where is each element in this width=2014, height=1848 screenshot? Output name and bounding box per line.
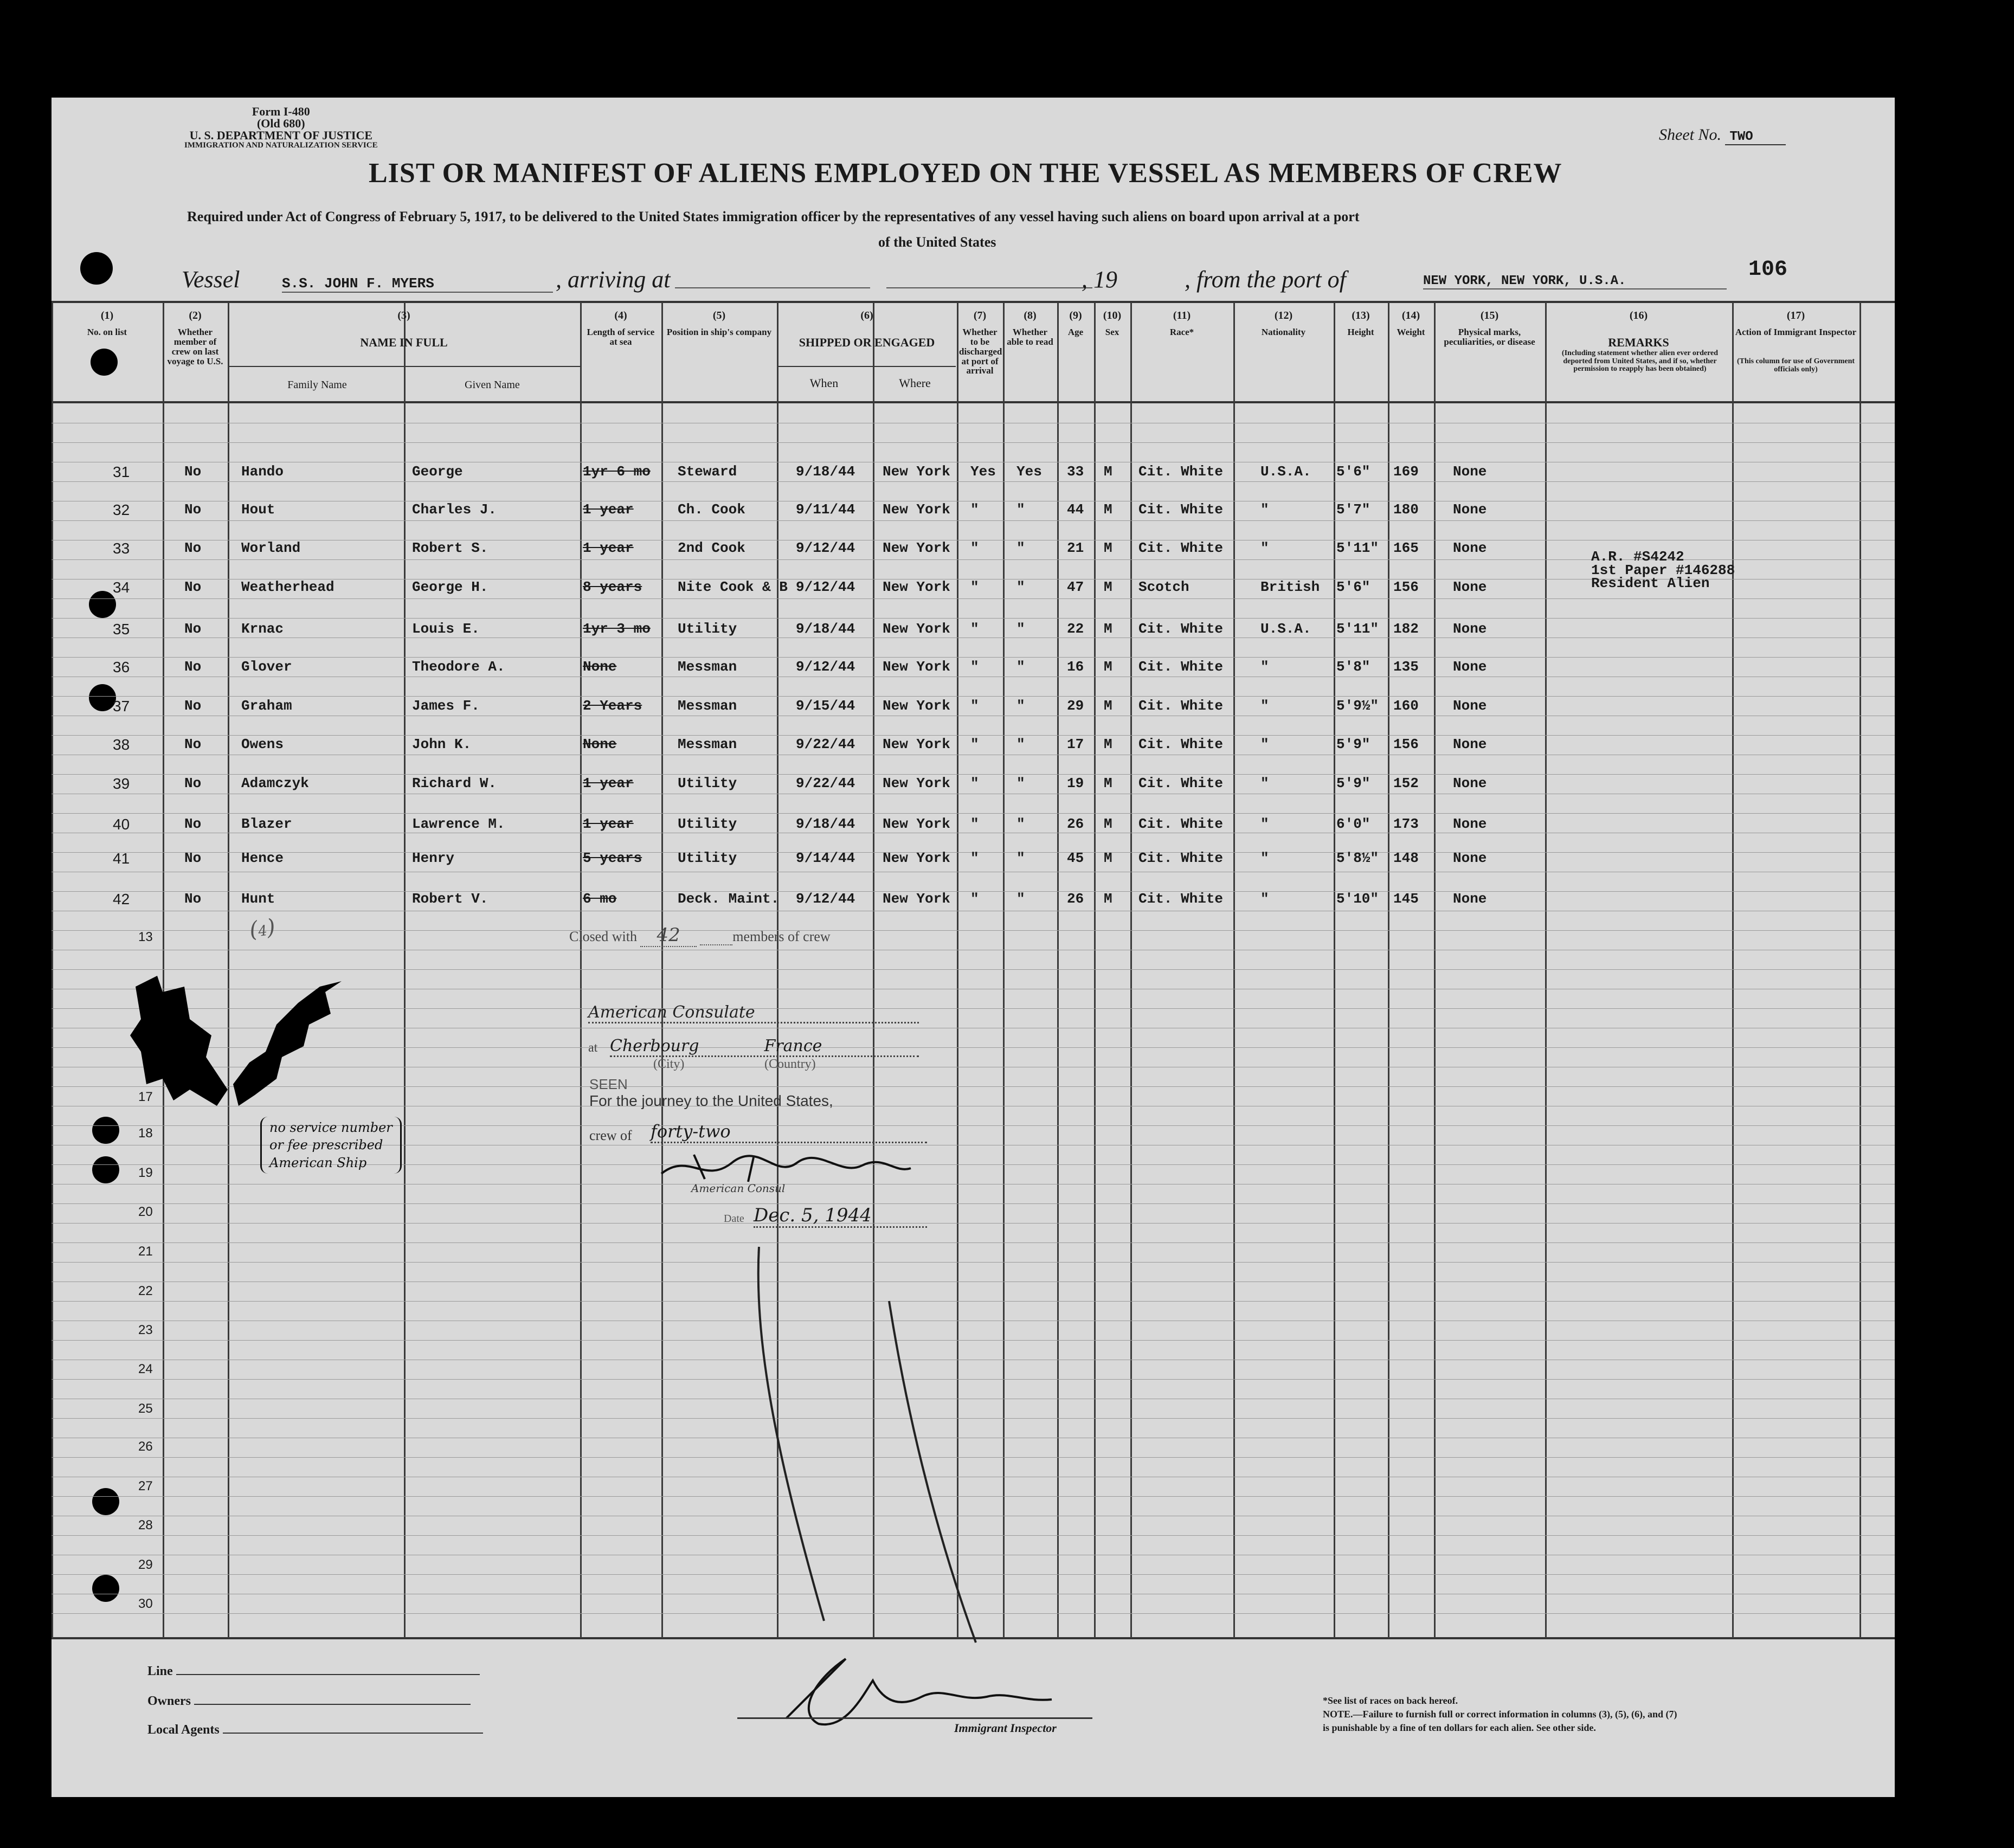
- cell-service: 1 year: [583, 816, 634, 832]
- cell-position: Messman: [678, 698, 737, 714]
- column-header: Age: [1067, 327, 1084, 337]
- cell-discharged: ": [970, 850, 979, 866]
- column-header: Weight: [1397, 327, 1425, 337]
- footnote: *See list of races on back hereof. NOTE.—Failure to furnish full or correct information in columns (3), (5), (6), and (7) is punishable by a fine of ten dollars for each alien. See other side.: [1323, 1695, 1677, 1734]
- cell-age: 44: [1067, 501, 1084, 518]
- vessel-name: S.S. JOHN F. MYERS: [282, 275, 553, 293]
- cell-prev: No: [184, 621, 202, 637]
- cell-family: Hence: [241, 850, 284, 866]
- arrival-date-blank: [886, 287, 1092, 288]
- cell-when: 9/12/44: [796, 891, 855, 907]
- column-header: Whether member of crew on last voyage to U.S.: [167, 327, 223, 366]
- given-name-header: Given Name: [465, 379, 520, 391]
- cell-family: Graham: [241, 698, 292, 714]
- cell-race: Cit. White: [1138, 501, 1224, 518]
- cell-discharged: ": [970, 540, 979, 556]
- cell-prev: No: [184, 501, 202, 518]
- line-number: 20: [138, 1205, 153, 1219]
- cell-position: Utility: [678, 775, 737, 791]
- cell-when: 9/22/44: [796, 775, 855, 791]
- column-number: (2): [189, 310, 202, 321]
- side-note: no service number or fee prescribed American Ship: [260, 1117, 402, 1174]
- cell-discharged: ": [970, 775, 979, 791]
- column-header: NAME IN FULL: [360, 336, 448, 349]
- cell-marks: None: [1453, 850, 1487, 866]
- cell-race: Cit. White: [1138, 816, 1224, 832]
- cell-race: Cit. White: [1138, 463, 1224, 480]
- line-number: 23: [138, 1323, 153, 1337]
- remarks-row-34: A.R. #S4242 1st Paper #146288 Resident Alien: [1591, 549, 1735, 592]
- cell-given: Lawrence M.: [412, 816, 505, 832]
- cell-when: 9/11/44: [796, 501, 855, 518]
- line-number: 27: [138, 1479, 153, 1493]
- cell-race: Cit. White: [1138, 698, 1224, 714]
- cell-service: 5 years: [583, 850, 642, 866]
- line-number: 18: [138, 1126, 153, 1141]
- cell-race: Cit. White: [1138, 775, 1224, 791]
- cell-read: ": [1016, 501, 1025, 518]
- cell-family: Adamczyk: [241, 775, 309, 791]
- column-header: Physical marks, peculiarities, or disease: [1444, 327, 1535, 347]
- cell-prev: No: [184, 540, 202, 556]
- cell-when: 9/12/44: [796, 579, 855, 595]
- cell-position: Nite Cook & B: [678, 579, 788, 595]
- cell-position: Utility: [678, 816, 737, 832]
- cell-sex: M: [1104, 736, 1112, 752]
- cell-marks: None: [1453, 816, 1487, 832]
- agents-label: Local Agents: [147, 1723, 483, 1737]
- cell-given: George H.: [412, 579, 488, 595]
- cell-given: Charles J.: [412, 501, 497, 518]
- family-name-header: Family Name: [287, 379, 347, 391]
- cell-weight: 182: [1393, 621, 1419, 637]
- cell-discharged: ": [970, 621, 979, 637]
- cell-age: 22: [1067, 621, 1084, 637]
- column-header: Sex: [1105, 327, 1119, 337]
- line-number: 21: [138, 1244, 153, 1259]
- cell-sex: M: [1104, 891, 1112, 907]
- column-header: Nationality: [1261, 327, 1306, 337]
- column-header: Race*: [1169, 327, 1194, 337]
- cell-no: 37: [113, 698, 130, 714]
- cell-discharged: ": [970, 816, 979, 832]
- inspector-note: (This column for use of Government officials only): [1736, 357, 1855, 374]
- cell-height: 5'6": [1336, 463, 1370, 480]
- cell-position: Utility: [678, 621, 737, 637]
- column-header: Action of Immigrant Inspector: [1735, 327, 1857, 337]
- cell-prev: No: [184, 816, 202, 832]
- cell-position: Messman: [678, 659, 737, 675]
- inspector-label: Immigrant Inspector: [954, 1721, 1057, 1735]
- cell-marks: None: [1453, 621, 1487, 637]
- cell-given: Richard W.: [412, 775, 497, 791]
- cell-service: 1 year: [583, 501, 634, 518]
- column-header: SHIPPED OR ENGAGED: [799, 336, 935, 349]
- owners-label: Owners: [147, 1694, 471, 1709]
- cell-no: 31: [113, 463, 130, 480]
- cell-height: 5'8½": [1336, 850, 1379, 866]
- cell-given: Theodore A.: [412, 659, 505, 675]
- cell-height: 6'0": [1336, 816, 1370, 832]
- column-header: No. on list: [87, 327, 127, 337]
- cell-height: 5'9": [1336, 736, 1370, 752]
- column-header: Position in ship's company: [666, 327, 772, 337]
- arriving-label: , arriving at: [556, 266, 671, 293]
- cell-read: ": [1016, 659, 1025, 675]
- cell-where: New York: [883, 775, 950, 791]
- line-number: 26: [138, 1439, 153, 1454]
- column-number: (4): [614, 310, 627, 321]
- cell-nationality: British: [1260, 579, 1320, 595]
- consulate-location: Cherbourg France: [610, 1036, 919, 1057]
- cell-read: ": [1016, 850, 1025, 866]
- cell-where: New York: [883, 736, 950, 752]
- column-header: REMARKS: [1608, 336, 1669, 349]
- column-number: (5): [712, 310, 726, 321]
- cell-family: Glover: [241, 659, 292, 675]
- cell-race: Cit. White: [1138, 659, 1224, 675]
- cell-height: 5'7": [1336, 501, 1370, 518]
- at-label: at: [588, 1041, 598, 1055]
- from-label: , from the port of: [1185, 266, 1346, 293]
- column-number: (3): [397, 310, 410, 321]
- cell-discharged: ": [970, 501, 979, 518]
- cell-read: ": [1016, 579, 1025, 595]
- seal-imprint-icon: [125, 970, 352, 1122]
- cell-no: 36: [113, 659, 130, 675]
- cell-position: Utility: [678, 850, 737, 866]
- cell-marks: None: [1453, 698, 1487, 714]
- cell-sex: M: [1104, 850, 1112, 866]
- cell-height: 5'11": [1336, 621, 1379, 637]
- cell-marks: None: [1453, 463, 1487, 480]
- crew-of-label: crew of: [589, 1128, 632, 1143]
- year-label: , 19: [1082, 266, 1117, 293]
- cell-prev: No: [184, 698, 202, 714]
- column-number: (8): [1024, 310, 1037, 321]
- cell-read: ": [1016, 816, 1025, 832]
- cell-where: New York: [883, 579, 950, 595]
- pen-strokes: [748, 1241, 998, 1653]
- cell-race: Cit. White: [1138, 621, 1224, 637]
- cell-family: Hunt: [241, 891, 275, 907]
- cell-age: 26: [1067, 891, 1084, 907]
- cell-position: Messman: [678, 736, 737, 752]
- cell-nationality: ": [1260, 891, 1269, 907]
- cell-service: 1 year: [583, 540, 634, 556]
- cell-when: 9/18/44: [796, 816, 855, 832]
- cell-weight: 165: [1393, 540, 1419, 556]
- cell-height: 5'9": [1336, 775, 1370, 791]
- cell-sex: M: [1104, 816, 1112, 832]
- column-number: (6): [860, 310, 873, 321]
- cell-height: 5'10": [1336, 891, 1379, 907]
- cell-sex: M: [1104, 579, 1112, 595]
- cell-when: 9/22/44: [796, 736, 855, 752]
- column-number: (13): [1352, 310, 1370, 321]
- cell-marks: None: [1453, 501, 1487, 518]
- cell-where: New York: [883, 850, 950, 866]
- vessel-label: Vessel: [182, 266, 240, 293]
- crew-of-count: forty-two: [651, 1121, 927, 1143]
- cell-prev: No: [184, 850, 202, 866]
- cell-weight: 160: [1393, 698, 1419, 714]
- cell-given: John K.: [412, 736, 472, 752]
- cell-service: 6 mo: [583, 891, 617, 907]
- line-number: 29: [138, 1557, 153, 1572]
- line-number: 17: [138, 1090, 153, 1104]
- cell-given: James F.: [412, 698, 480, 714]
- cell-weight: 169: [1393, 463, 1419, 480]
- cell-sex: M: [1104, 501, 1112, 518]
- remarks-note: (Including statement whether alien ever ordered deported from United States, and if so, whether permission to reapply has been obtained): [1561, 349, 1719, 374]
- cell-no: 34: [113, 579, 130, 596]
- cell-where: New York: [883, 540, 950, 556]
- cell-service: 2 Years: [583, 698, 642, 714]
- cell-family: Krnac: [241, 621, 284, 637]
- cell-service: None: [583, 736, 617, 752]
- form-identifier: Form I-480 (Old 680) U. S. DEPARTMENT OF JUSTICE IMMIGRATION AND NATURALIZATION SERVICE: [184, 105, 378, 150]
- cell-service: 1yr 3 mo: [583, 621, 651, 637]
- cell-weight: 173: [1393, 816, 1419, 832]
- cell-race: Cit. White: [1138, 736, 1224, 752]
- cell-where: New York: [883, 891, 950, 907]
- cell-read: ": [1016, 621, 1025, 637]
- cell-weight: 135: [1393, 659, 1419, 675]
- cell-where: New York: [883, 659, 950, 675]
- cell-race: Cit. White: [1138, 850, 1224, 866]
- cell-read: ": [1016, 698, 1025, 714]
- line-number: 28: [138, 1518, 153, 1533]
- cell-family: Worland: [241, 540, 301, 556]
- cell-race: Cit. White: [1138, 540, 1224, 556]
- cell-family: Blazer: [241, 816, 292, 832]
- cell-discharged: ": [970, 698, 979, 714]
- when-header: When: [809, 376, 839, 390]
- cell-no: 42: [113, 891, 130, 907]
- column-number: (9): [1069, 310, 1082, 321]
- column-number: (14): [1401, 310, 1420, 321]
- cell-age: 21: [1067, 540, 1084, 556]
- cell-when: 9/12/44: [796, 540, 855, 556]
- cell-age: 26: [1067, 816, 1084, 832]
- cell-nationality: ": [1260, 698, 1269, 714]
- cell-weight: 156: [1393, 736, 1419, 752]
- cell-given: George: [412, 463, 463, 480]
- cell-nationality: ": [1260, 775, 1269, 791]
- cell-weight: 148: [1393, 850, 1419, 866]
- cell-service: 8 years: [583, 579, 642, 595]
- seen-stamp: SEEN: [589, 1076, 628, 1092]
- cell-marks: None: [1453, 659, 1487, 675]
- cell-sex: M: [1104, 698, 1112, 714]
- date-label: Date: [724, 1213, 744, 1225]
- cell-given: Robert V.: [412, 891, 488, 907]
- cell-sex: M: [1104, 775, 1112, 791]
- consul-title: American Consul: [691, 1182, 786, 1195]
- consul-date: Dec. 5, 1944: [754, 1205, 927, 1228]
- consulate-line: American Consulate: [588, 1003, 919, 1023]
- cell-discharged: ": [970, 579, 979, 595]
- cell-age: 29: [1067, 698, 1084, 714]
- cell-given: Henry: [412, 850, 455, 866]
- cell-marks: None: [1453, 736, 1487, 752]
- column-header: Height: [1347, 327, 1374, 337]
- column-number: (11): [1173, 310, 1191, 321]
- cell-race: Cit. White: [1138, 891, 1224, 907]
- cell-sex: M: [1104, 659, 1112, 675]
- cell-when: 9/12/44: [796, 659, 855, 675]
- cell-marks: None: [1453, 775, 1487, 791]
- cell-family: Hando: [241, 463, 284, 480]
- cell-no: 33: [113, 540, 130, 557]
- inspector-signature-line: [737, 1717, 1092, 1719]
- cell-height: 5'8": [1336, 659, 1370, 675]
- column-number: (16): [1629, 310, 1648, 321]
- cell-nationality: ": [1260, 816, 1269, 832]
- cell-nationality: ": [1260, 659, 1269, 675]
- line-number: 30: [138, 1596, 153, 1611]
- cell-no: 39: [113, 775, 130, 792]
- cell-where: New York: [883, 463, 950, 480]
- cell-where: New York: [883, 621, 950, 637]
- column-header: Whether to be discharged at port of arrival: [959, 327, 1002, 376]
- cell-family: Weatherhead: [241, 579, 334, 595]
- cell-given: Louis E.: [412, 621, 480, 637]
- cell-height: 5'11": [1336, 540, 1379, 556]
- line-number: 19: [138, 1166, 153, 1180]
- cell-read: ": [1016, 775, 1025, 791]
- from-port: NEW YORK, NEW YORK, U.S.A.: [1423, 274, 1727, 289]
- line-number: 24: [138, 1362, 153, 1376]
- cell-prev: No: [184, 891, 202, 907]
- cell-marks: None: [1453, 540, 1487, 556]
- column-number: (12): [1274, 310, 1293, 321]
- circled-note: (4): [248, 914, 277, 943]
- cell-sex: M: [1104, 621, 1112, 637]
- arrival-port-blank: [675, 287, 870, 288]
- cell-service: 1yr 6 mo: [583, 463, 651, 480]
- cell-age: 16: [1067, 659, 1084, 675]
- cell-discharged: ": [970, 659, 979, 675]
- cell-no: 32: [113, 501, 130, 518]
- cell-marks: None: [1453, 579, 1487, 595]
- cell-when: 9/15/44: [796, 698, 855, 714]
- cell-sex: M: [1104, 463, 1112, 480]
- column-number: (10): [1103, 310, 1122, 321]
- column-header: Length of service at sea: [587, 327, 655, 347]
- cell-nationality: ": [1260, 540, 1269, 556]
- cell-discharged: ": [970, 891, 979, 907]
- page-number: 106: [1748, 257, 1788, 282]
- line-number: 25: [138, 1401, 153, 1416]
- cell-weight: 152: [1393, 775, 1419, 791]
- cell-when: 9/14/44: [796, 850, 855, 866]
- country-label: (Country): [764, 1057, 816, 1071]
- column-header: Whether able to read: [1007, 327, 1053, 347]
- cell-age: 17: [1067, 736, 1084, 752]
- cell-prev: No: [184, 463, 202, 480]
- cell-position: 2nd Cook: [678, 540, 745, 556]
- document-title: LIST OR MANIFEST OF ALIENS EMPLOYED ON THE VESSEL AS MEMBERS OF CREW: [369, 158, 1562, 189]
- cell-weight: 145: [1393, 891, 1419, 907]
- city-label: (City): [653, 1057, 685, 1071]
- cell-where: New York: [883, 501, 950, 518]
- cell-read: Yes: [1016, 463, 1042, 480]
- cell-nationality: ": [1260, 501, 1269, 518]
- cell-sex: M: [1104, 540, 1112, 556]
- column-number: (1): [100, 310, 114, 321]
- cell-read: ": [1016, 736, 1025, 752]
- line-label: Line: [147, 1664, 480, 1679]
- cell-nationality: U.S.A.: [1260, 463, 1311, 480]
- cell-no: 40: [113, 816, 130, 833]
- cell-weight: 156: [1393, 579, 1419, 595]
- cell-read: ": [1016, 540, 1025, 556]
- cell-height: 5'9½": [1336, 698, 1379, 714]
- cell-discharged: ": [970, 736, 979, 752]
- cell-when: 9/18/44: [796, 463, 855, 480]
- sheet-number: TWO: [1725, 130, 1785, 145]
- cell-read: ": [1016, 891, 1025, 907]
- column-number: (17): [1786, 310, 1805, 321]
- journey-text: For the journey to the United States,: [589, 1092, 833, 1109]
- cell-prev: No: [184, 736, 202, 752]
- column-number: (15): [1480, 310, 1499, 321]
- cell-family: Owens: [241, 736, 284, 752]
- cell-family: Hout: [241, 501, 275, 518]
- cell-position: Ch. Cook: [678, 501, 745, 518]
- cell-age: 19: [1067, 775, 1084, 791]
- closed-with-line: Closed with 42 members of crew: [569, 924, 831, 946]
- sheet-number-label: Sheet No. TWO: [1659, 126, 1786, 144]
- line-number: 22: [138, 1284, 153, 1298]
- subtitle: Required under Act of Congress of February 5, 1917, to be delivered to the United States immigration officer by the representatives of any vessel having such aliens on board upon arrival at a port: [187, 209, 1360, 224]
- cell-nationality: U.S.A.: [1260, 621, 1311, 637]
- cell-race: Scotch: [1138, 579, 1189, 595]
- cell-prev: No: [184, 579, 202, 595]
- cell-age: 33: [1067, 463, 1084, 480]
- cell-where: New York: [883, 698, 950, 714]
- cell-nationality: ": [1260, 850, 1269, 866]
- cell-age: 47: [1067, 579, 1084, 595]
- cell-position: Deck. Maint.: [678, 891, 780, 907]
- cell-position: Steward: [678, 463, 737, 480]
- cell-service: None: [583, 659, 617, 675]
- cell-no: 41: [113, 850, 130, 867]
- cell-no: 35: [113, 621, 130, 638]
- cell-prev: No: [184, 775, 202, 791]
- cell-prev: No: [184, 659, 202, 675]
- line-number: 13: [138, 930, 153, 944]
- cell-weight: 180: [1393, 501, 1419, 518]
- cell-age: 45: [1067, 850, 1084, 866]
- cell-height: 5'6": [1336, 579, 1370, 595]
- where-header: Where: [899, 376, 931, 390]
- cell-nationality: ": [1260, 736, 1269, 752]
- cell-service: 1 year: [583, 775, 634, 791]
- cell-no: 38: [113, 736, 130, 753]
- subtitle-continued: of the United States: [878, 234, 996, 250]
- cell-given: Robert S.: [412, 540, 488, 556]
- column-number: (7): [973, 310, 987, 321]
- cell-when: 9/18/44: [796, 621, 855, 637]
- cell-marks: None: [1453, 891, 1487, 907]
- cell-discharged: Yes: [970, 463, 996, 480]
- cell-where: New York: [883, 816, 950, 832]
